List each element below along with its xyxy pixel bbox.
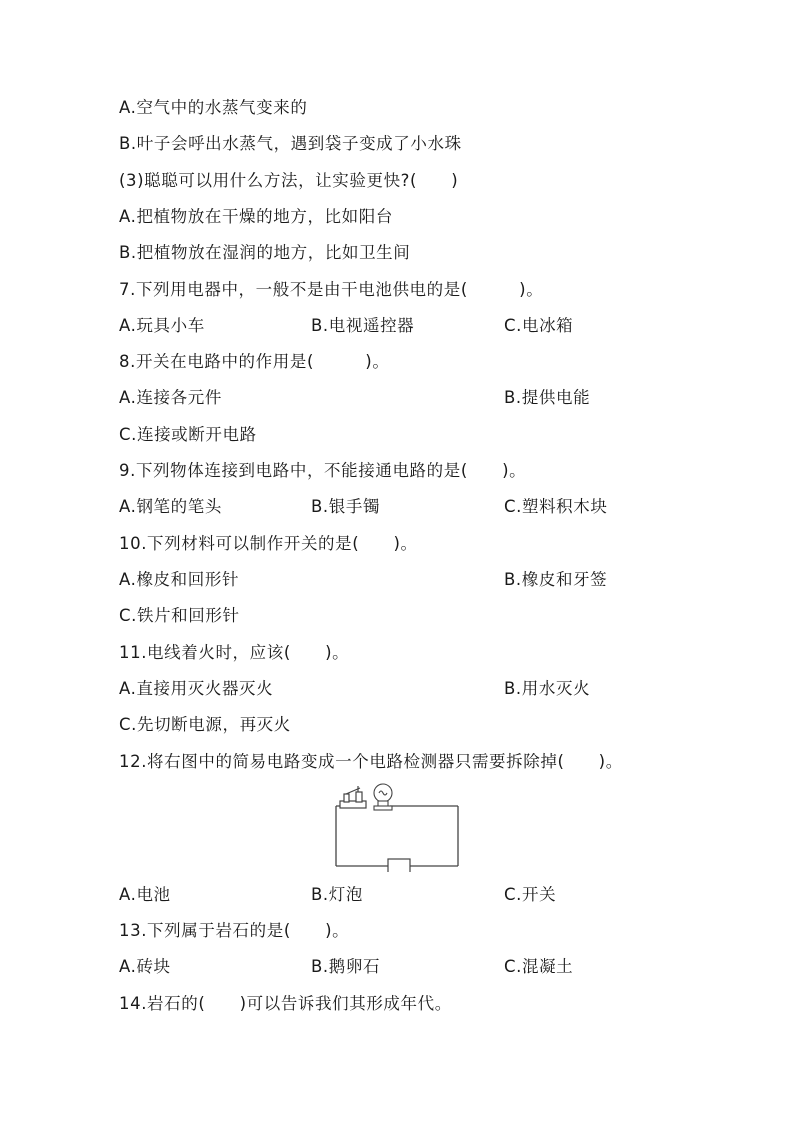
question-line [119,531,418,557]
question-text: (3)聪聪可以用什么方法，让实验更快?( ) [119,171,459,190]
option-c [119,603,240,629]
option-text: C.混凝土 [504,957,574,976]
option-line [119,95,307,121]
option-text: A.直接用灭火器灭火 [119,679,274,698]
option-text: C.电冰箱 [504,316,574,335]
option-text: A.砖块 [119,957,171,976]
option-a [119,385,222,411]
question-text: 10.下列材料可以制作开关的是( )。 [119,534,418,553]
option-line [119,131,462,157]
option-text: C.塑料积木块 [504,497,608,516]
option-text: C.连接或断开电路 [119,425,257,444]
light-bulb-icon [374,784,392,810]
question-text: 12.将右图中的简易电路变成一个电路检测器只需要拆除掉( )。 [119,752,623,771]
option-line [119,204,393,230]
option-b [311,494,380,520]
option-text: A.橡皮和回形针 [119,570,240,589]
switch-icon [340,786,366,808]
question-line [119,640,349,666]
question-text: 7.下列用电器中，一般不是由干电池供电的是( )。 [119,280,544,299]
option-text: A.空气中的水蒸气变来的 [119,98,308,117]
question-text: 14.岩石的( )可以告诉我们其形成年代。 [119,994,452,1013]
option-text: B.银手镯 [311,497,381,516]
question-line [119,458,526,484]
option-b [311,882,363,908]
option-text: C.开关 [504,885,557,904]
question-line [119,168,458,194]
question-line [119,749,623,775]
option-text: B.鹅卵石 [311,957,381,976]
option-c [119,422,257,448]
option-text: B.橡皮和牙签 [504,570,608,589]
circuit-wire [336,806,458,866]
option-text: A.连接各元件 [119,388,222,407]
option-b [311,954,380,980]
option-c [119,712,291,738]
option-text: B.电视遥控器 [311,316,415,335]
question-text: 11.电线着火时，应该( )。 [119,643,350,662]
option-c [504,954,573,980]
option-text: A.电池 [119,885,171,904]
question-text: 13.下列属于岩石的是( )。 [119,921,350,940]
question-line [119,991,452,1017]
option-a [119,882,171,908]
option-text: A.玩具小车 [119,316,205,335]
option-a [119,494,222,520]
option-text: C.先切断电源，再灭火 [119,715,291,734]
option-text: C.铁片和回形针 [119,606,240,625]
option-text: B.把植物放在湿润的地方，比如卫生间 [119,243,411,262]
option-b [504,676,590,702]
option-line [119,240,410,266]
option-a [119,567,239,593]
option-text: A.把植物放在干燥的地方，比如阳台 [119,207,393,226]
option-c [504,494,607,520]
option-text: B.用水灭火 [504,679,591,698]
option-text: B.灯泡 [311,885,363,904]
question-line [119,349,389,375]
question-line [119,918,349,944]
option-c [504,882,556,908]
option-a [119,954,171,980]
option-text: A.钢笔的笔头 [119,497,222,516]
question-line [119,277,543,303]
question-text: 9.下列物体连接到电路中，不能接通电路的是( )。 [119,461,527,480]
option-a [119,313,205,339]
question-text: 8.开关在电路中的作用是( )。 [119,352,390,371]
battery-icon [388,859,410,872]
circuit-figure [330,782,465,872]
option-b [504,567,607,593]
option-text: B.叶子会呼出水蒸气，遇到袋子变成了小水珠 [119,134,462,153]
option-a [119,676,273,702]
option-b [504,385,590,411]
option-text: B.提供电能 [504,388,591,407]
option-b [311,313,414,339]
option-c [504,313,573,339]
